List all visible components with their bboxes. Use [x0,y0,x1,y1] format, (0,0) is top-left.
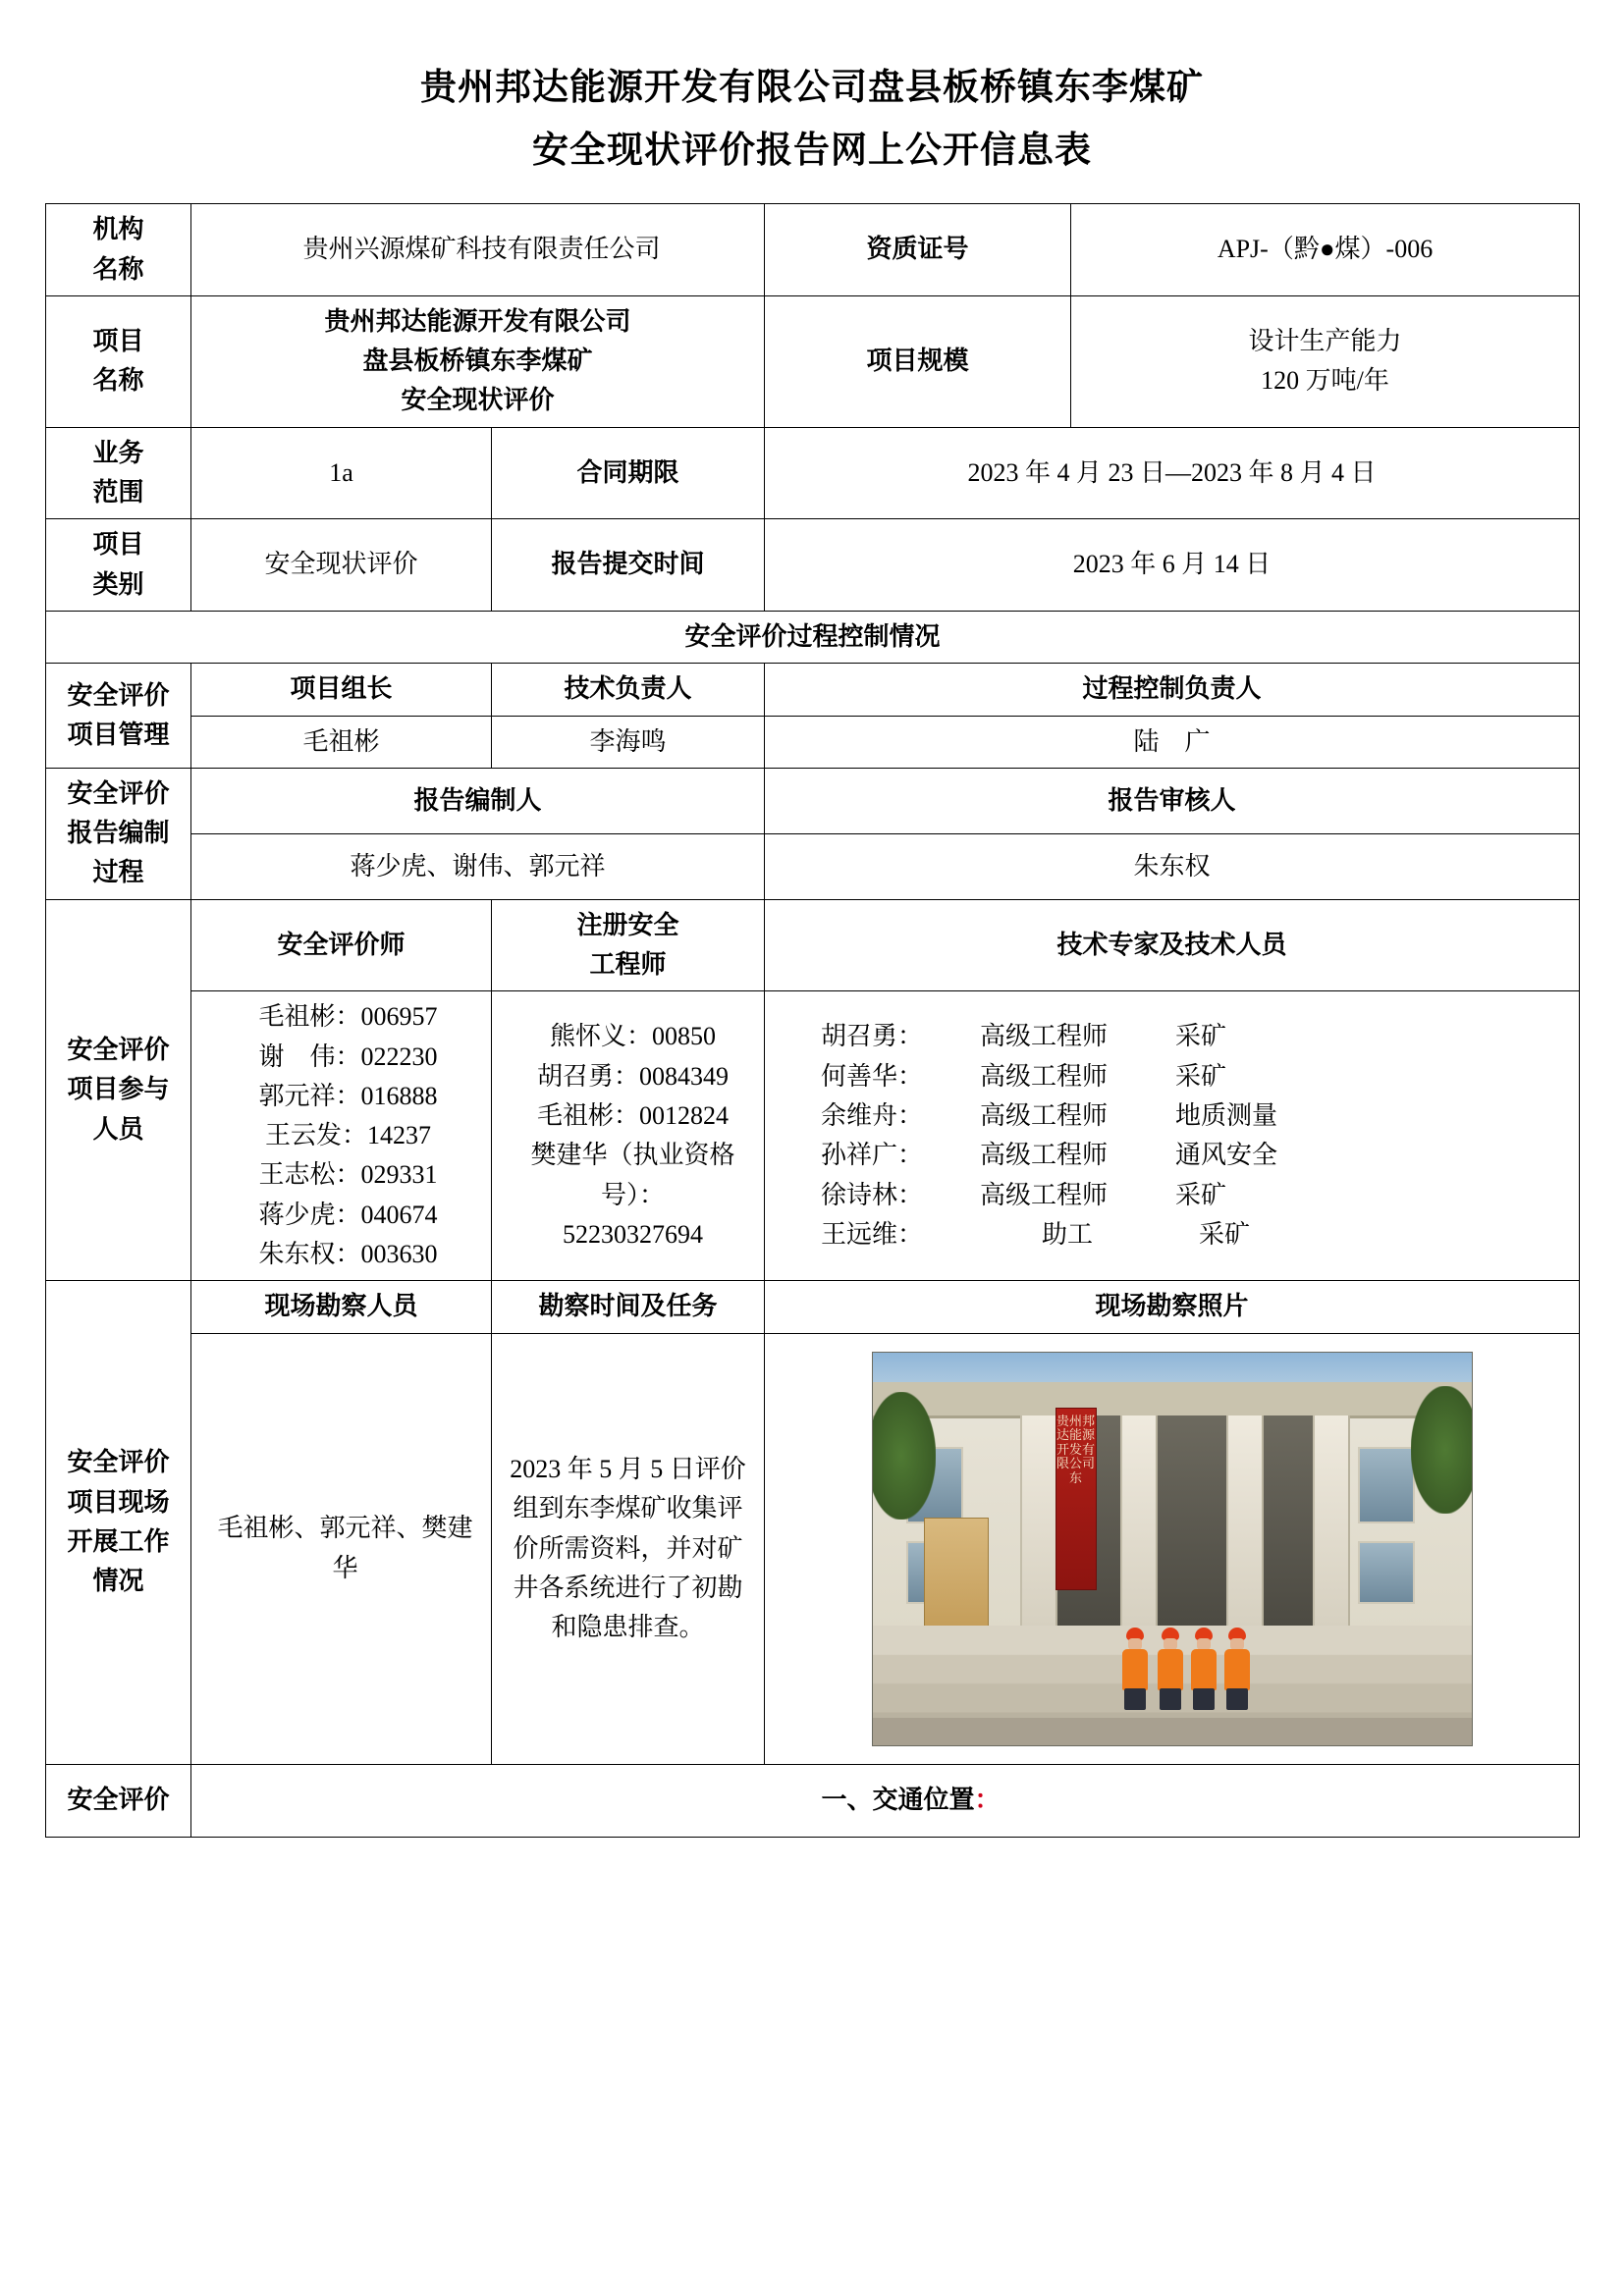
expert-field: 采矿 [1175,1180,1227,1209]
head-assessor: 安全评价师 [191,899,492,991]
list-item: 毛祖彬：0012824 [537,1101,730,1131]
report-writer-value: 蒋少虎、谢伟、郭元祥 [191,833,765,899]
site-survey-photo [872,1352,1473,1746]
process-control-title: 安全评价过程控制情况 [46,611,1580,663]
table-row-fieldwork-head [46,1281,1580,1333]
expert-field: 通风安全 [1175,1141,1278,1170]
photo-window [1358,1541,1415,1604]
list-item [798,1176,1571,1215]
photo-notice-board [924,1518,989,1635]
table-row-mgmt-values [46,716,1580,768]
photo-roof-band [873,1382,1472,1418]
project-type-label: 项目 类别 [46,519,191,612]
photo-column [1226,1415,1264,1628]
participants-label: 安全评价 项目参与 人员 [46,899,191,1281]
photo-tree [872,1392,936,1520]
table-row-report-head [46,768,1580,833]
fieldwork-label: 安全评价 项目现场 开展工作 情况 [46,1281,191,1764]
survey-time-value: 2023 年 5 月 5 日评价组到东李煤矿收集评价所需资料，并对矿井各系统进行了初勘和隐患排查。 [492,1333,765,1764]
table-row-participants-head [46,899,1580,991]
table-row-last [46,1764,1580,1837]
info-table [45,203,1580,1837]
expert-title: 高级工程师 [980,1141,1109,1170]
report-head-writer: 报告编制人 [191,768,765,833]
project-scale-value: 设计生产能力 120 万吨/年 [1071,295,1580,427]
list-item: 52230327694 [563,1219,703,1249]
mgmt-head-leader: 项目组长 [191,664,492,716]
list-item [798,1096,1571,1136]
page-title [45,57,1579,182]
expert-name: 何善华： [821,1061,924,1091]
table-row-mgmt-head [46,664,1580,716]
contract-value: 2023 年 4 月 23 日—2023 年 8 月 4 日 [765,427,1580,519]
project-scale-label: 项目规模 [765,295,1071,427]
photo-person [1189,1628,1218,1710]
expert-list [765,991,1580,1281]
head-survey-time: 勘察时间及任务 [492,1281,765,1333]
table-row-section-title [46,611,1580,663]
contract-label: 合同期限 [492,427,765,519]
list-item: 胡召勇：0084349 [537,1061,730,1091]
expert-title: 助工 [1042,1219,1094,1249]
org-name-value: 贵州兴源煤矿科技有限责任公司 [191,204,765,296]
last-row-content [191,1764,1580,1837]
list-item: 蒋少虎：040674 [258,1200,438,1229]
photo-person [1222,1628,1252,1710]
expert-name: 胡召勇： [821,1022,924,1051]
expert-name: 孙祥广： [821,1141,924,1170]
photo-column [1020,1415,1057,1628]
list-item [798,1057,1571,1096]
expert-title: 高级工程师 [980,1022,1109,1051]
list-item: 熊怀义：00850 [550,1022,717,1051]
expert-title: 高级工程师 [980,1101,1109,1131]
survey-people-value: 毛祖彬、郭元祥、樊建华 [191,1333,492,1764]
assessor-list [191,991,492,1281]
table-row-org [46,204,1580,296]
photo-ground [873,1718,1472,1745]
head-registered-engineer: 注册安全 工程师 [492,899,765,991]
report-head-reviewer: 报告审核人 [765,768,1580,833]
project-name-label: 项目 名称 [46,295,191,427]
head-technical-experts: 技术专家及技术人员 [765,899,1580,991]
business-scope-value: 1a [191,427,492,519]
list-item: 樊建华（执业资格 [530,1141,735,1170]
submit-time-label: 报告提交时间 [492,519,765,612]
mgmt-leader-value: 毛祖彬 [191,716,492,768]
list-item [798,1215,1571,1255]
photo-banner-text: 贵州邦达能源开发有限公司东 [1056,1413,1096,1485]
expert-field: 采矿 [1175,1022,1227,1051]
photo-person [1156,1628,1185,1710]
report-label: 安全评价 报告编制 过程 [46,768,191,899]
expert-title: 高级工程师 [980,1180,1109,1209]
table-row-project-type [46,519,1580,612]
last-row-text: 一、交通位置 [821,1786,975,1815]
business-scope-label: 业务 范围 [46,427,191,519]
expert-name: 王远维： [821,1219,924,1249]
table-row-fieldwork-values [46,1333,1580,1764]
table-row-project-name [46,295,1580,427]
list-item: 号）： [601,1180,666,1209]
cert-value: APJ-（黔●煤）-006 [1071,204,1580,296]
report-reviewer-value: 朱东权 [765,833,1580,899]
title-line-2: 安全现状评价报告网上公开信息表 [532,130,1092,171]
head-survey-people: 现场勘察人员 [191,1281,492,1333]
photo-column [1313,1415,1350,1628]
photo-column [1120,1415,1158,1628]
expert-title: 高级工程师 [980,1061,1109,1091]
list-item: 谢 伟：022230 [258,1041,438,1071]
photo-window [1358,1447,1415,1523]
expert-name: 徐诗林： [821,1180,924,1209]
table-row-business-scope [46,427,1580,519]
expert-field: 地质测量 [1175,1101,1278,1131]
photo-vertical-banner [1056,1408,1097,1590]
registered-engineer-list [492,991,765,1281]
photo-person [1120,1628,1150,1710]
survey-photo-cell [765,1333,1580,1764]
title-line-1: 贵州邦达能源开发有限公司盘县板桥镇东李煤矿 [420,68,1204,108]
last-row-label: 安全评价 [46,1764,191,1837]
expert-field: 采矿 [1199,1219,1251,1249]
table-row-report-values [46,833,1580,899]
cert-label: 资质证号 [765,204,1071,296]
project-type-value: 安全现状评价 [191,519,492,612]
mgmt-tech-value: 李海鸣 [492,716,765,768]
mgmt-head-tech: 技术负责人 [492,664,765,716]
photo-tree [1411,1386,1473,1514]
mgmt-label: 安全评价 项目管理 [46,664,191,769]
mgmt-process-value: 陆 广 [765,716,1580,768]
list-item: 毛祖彬：006957 [258,1002,438,1032]
table-row-participants-values [46,991,1580,1281]
submit-time-value: 2023 年 6 月 14 日 [765,519,1580,612]
list-item: 朱东权：003630 [258,1240,438,1269]
list-item: 郭元祥：016888 [258,1081,438,1110]
last-row-mark: ： [974,1786,1001,1815]
list-item: 王志松：029331 [258,1160,438,1190]
list-item [798,1017,1571,1056]
list-item: 王云发：14237 [264,1121,431,1150]
list-item [798,1136,1571,1175]
org-name-label: 机构 名称 [46,204,191,296]
mgmt-head-process: 过程控制负责人 [765,664,1580,716]
expert-field: 采矿 [1175,1061,1227,1091]
project-name-value: 贵州邦达能源开发有限公司 盘县板桥镇东李煤矿 安全现状评价 [191,295,765,427]
head-survey-photo: 现场勘察照片 [765,1281,1580,1333]
expert-name: 余维舟： [821,1101,924,1131]
